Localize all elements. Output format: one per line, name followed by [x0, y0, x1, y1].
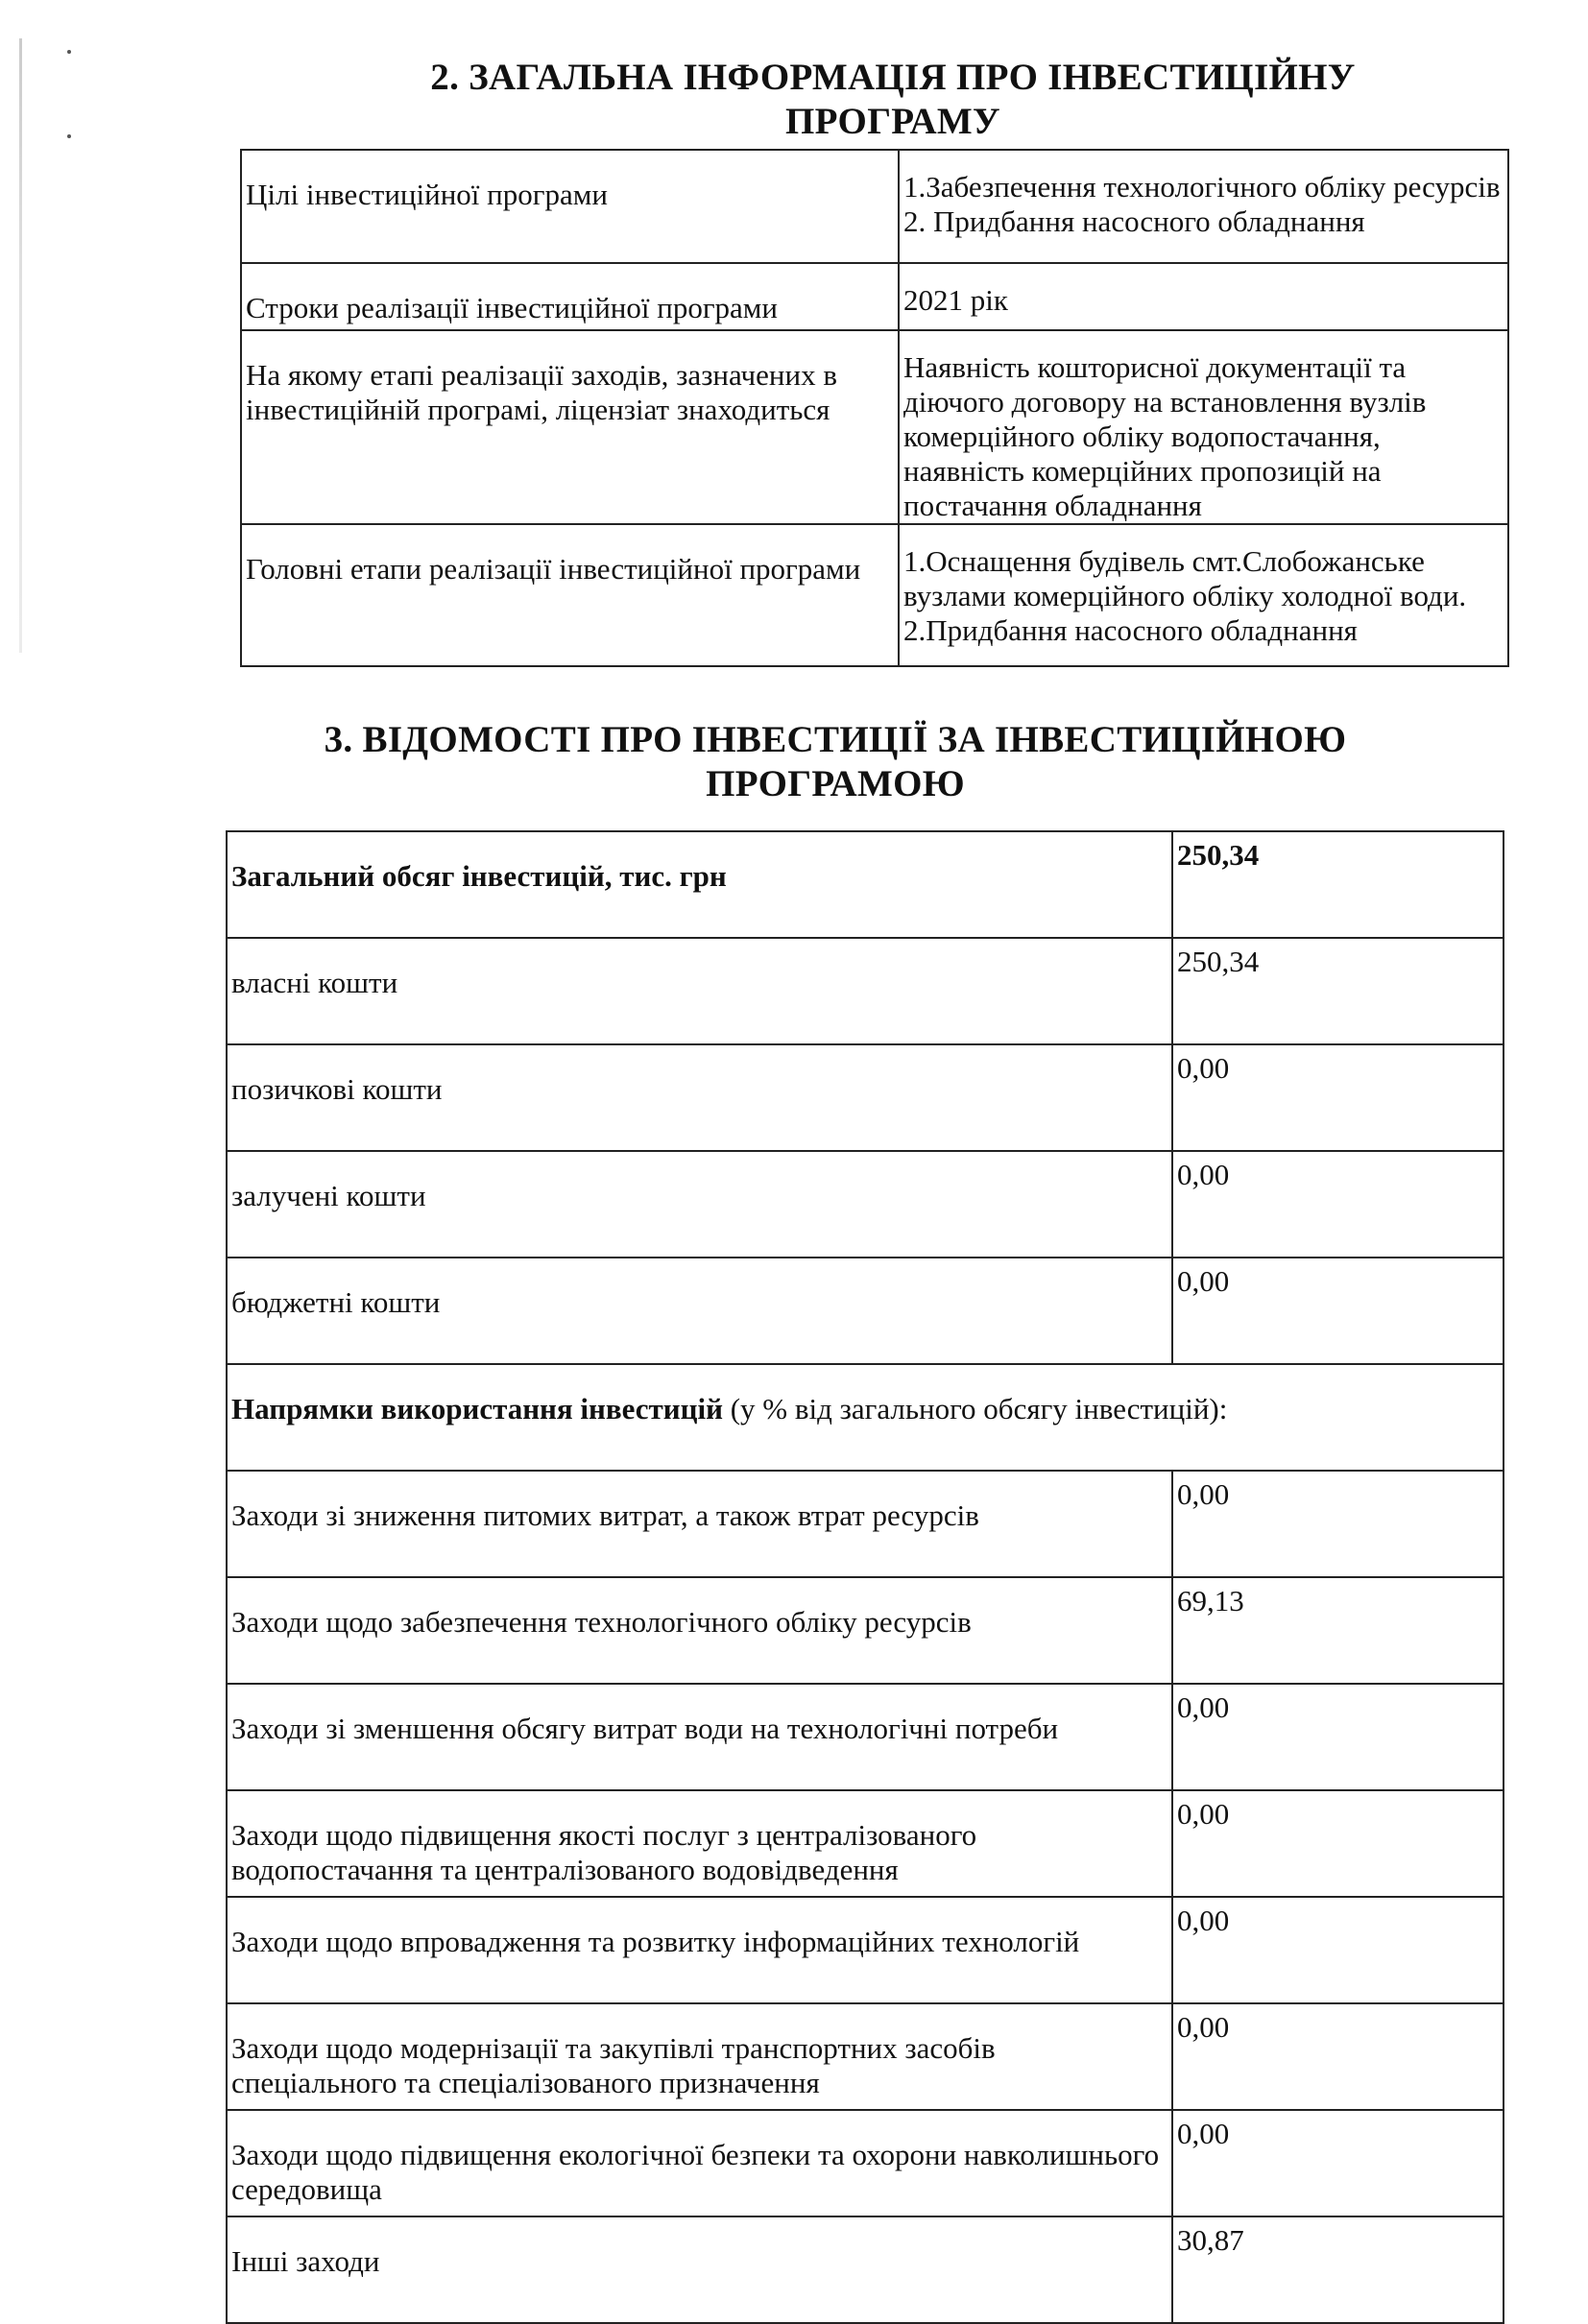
total-row — [227, 831, 1504, 938]
investments-table — [226, 830, 1504, 2324]
direction-row-value: 0,00 — [1172, 2003, 1504, 2110]
direction-row-label: Інші заходи — [227, 2216, 1172, 2323]
direction-row — [227, 1471, 1504, 1577]
general-info-table — [240, 149, 1509, 667]
info-value-line: 2. Придбання насосного обладнання — [903, 204, 1365, 238]
funding-row-value: 250,34 — [1172, 938, 1504, 1044]
info-label: Строки реалізації інвестиційної програми — [241, 263, 899, 330]
info-value — [899, 330, 1508, 524]
info-value-line: 1.Оснащення будівель смт.Слобожанське вузлами комерційного обліку холодної води. — [903, 544, 1467, 612]
info-label: На якому етапі реалізації заходів, зазначених в інвестиційній програмі, ліцензіат знаходиться — [241, 330, 899, 524]
funding-row-value: 0,00 — [1172, 1044, 1504, 1151]
section-3-title: 3. ВІДОМОСТІ ПРО ІНВЕСТИЦІЇ ЗА ІНВЕСТИЦІЙНОЮ ПРОГРАМОЮ — [324, 719, 1347, 804]
funding-row — [227, 1044, 1504, 1151]
funding-row-value: 0,00 — [1172, 1151, 1504, 1258]
info-row — [241, 150, 1508, 263]
funding-row-label: бюджетні кошти — [227, 1258, 1172, 1364]
directions-heading-note: (у % від загального обсягу інвестицій): — [722, 1392, 1228, 1426]
direction-row-value: 30,87 — [1172, 2216, 1504, 2323]
direction-row-value: 0,00 — [1172, 1471, 1504, 1577]
directions-heading-row — [227, 1364, 1504, 1471]
info-row — [241, 524, 1508, 666]
direction-row-label: Заходи щодо підвищення якості послуг з централізованого водопостачання та централізованого водовідведення — [227, 1790, 1172, 1897]
info-value-line: 2.Придбання насосного обладнання — [903, 613, 1358, 647]
info-value-line: 1.Забезпечення технологічного обліку ресурсів — [903, 170, 1501, 204]
directions-heading — [227, 1364, 1504, 1471]
total-label: Загальний обсяг інвестицій, тис. грн — [227, 831, 1172, 938]
direction-row — [227, 2003, 1504, 2110]
direction-row-value: 0,00 — [1172, 2110, 1504, 2216]
direction-row-label: Заходи зі зменшення обсягу витрат води на технологічні потреби — [227, 1684, 1172, 1790]
direction-row-value: 0,00 — [1172, 1684, 1504, 1790]
info-value — [899, 263, 1508, 330]
direction-row-value: 0,00 — [1172, 1790, 1504, 1897]
direction-row-label: Заходи щодо модернізації та закупівлі транспортних засобів спеціального та спеціалізованого призначення — [227, 2003, 1172, 2110]
funding-row-label: залучені кошти — [227, 1151, 1172, 1258]
info-label: Головні етапи реалізації інвестиційної програми — [241, 524, 899, 666]
info-value — [899, 524, 1508, 666]
info-value-line: 2021 рік — [903, 283, 1008, 317]
scan-dot — [67, 134, 71, 138]
funding-row — [227, 1258, 1504, 1364]
directions-heading-bold: Напрямки використання інвестицій — [231, 1392, 723, 1426]
funding-row-value: 0,00 — [1172, 1258, 1504, 1364]
direction-row — [227, 1684, 1504, 1790]
direction-row-label: Заходи щодо забезпечення технологічного обліку ресурсів — [227, 1577, 1172, 1684]
info-value — [899, 150, 1508, 263]
direction-row — [227, 2216, 1504, 2323]
direction-row — [227, 1577, 1504, 1684]
direction-row-value: 69,13 — [1172, 1577, 1504, 1684]
direction-row-label: Заходи щодо впровадження та розвитку інформаційних технологій — [227, 1897, 1172, 2003]
direction-row — [227, 1897, 1504, 2003]
direction-row-label: Заходи зі зниження питомих витрат, а також втрат ресурсів — [227, 1471, 1172, 1577]
direction-row — [227, 1790, 1504, 1897]
funding-row-label: власні кошти — [227, 938, 1172, 1044]
section-2-title: 2. ЗАГАЛЬНА ІНФОРМАЦІЯ ПРО ІНВЕСТИЦІЙНУ ПРОГРАМУ — [430, 57, 1356, 142]
info-row — [241, 263, 1508, 330]
total-value: 250,34 — [1172, 831, 1504, 938]
direction-row-value: 0,00 — [1172, 1897, 1504, 2003]
funding-row — [227, 938, 1504, 1044]
funding-row-label: позичкові кошти — [227, 1044, 1172, 1151]
info-row — [241, 330, 1508, 524]
direction-row-label: Заходи щодо підвищення екологічної безпеки та охорони навколишнього середовища — [227, 2110, 1172, 2216]
info-label: Цілі інвестиційної програми — [241, 150, 899, 263]
info-value-line: Наявність кошторисної документації та діючого договору на встановлення вузлів комерційного обліку водопостачання, наявність комерційних пропозицій на постачання обладнання — [903, 350, 1427, 522]
scan-dot — [67, 50, 71, 54]
funding-row — [227, 1151, 1504, 1258]
direction-row — [227, 2110, 1504, 2216]
scan-edge-artifact — [19, 38, 22, 653]
